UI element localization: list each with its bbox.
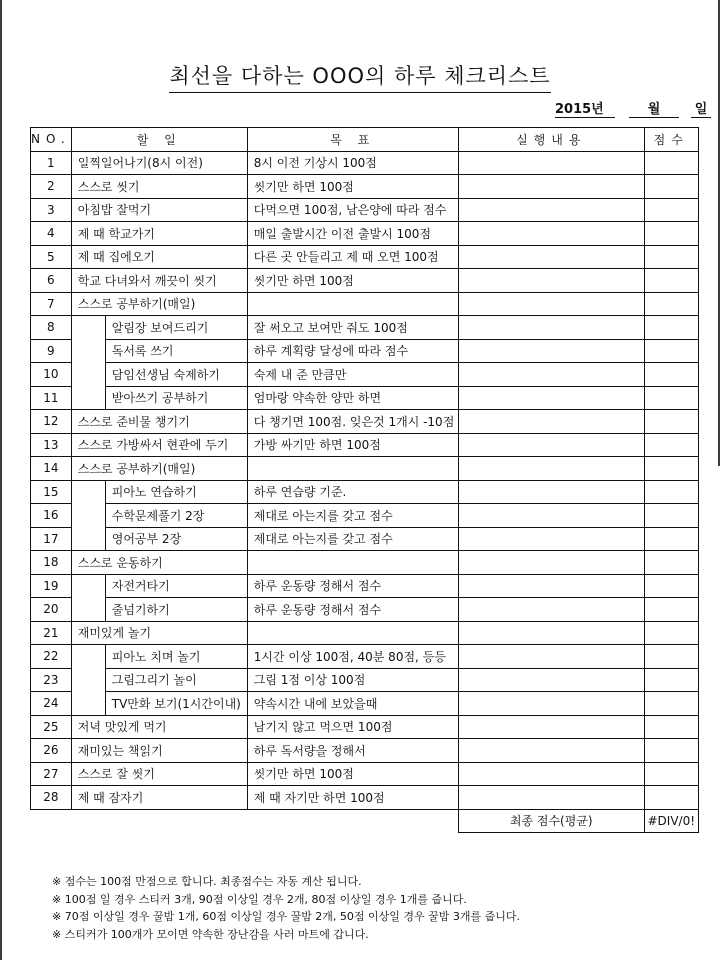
- row-number: 4: [31, 222, 72, 246]
- exec-cell[interactable]: [458, 410, 644, 434]
- note-line: ※ 100점 일 경우 스티커 3개, 90점 이상일 경우 2개, 80점 이상일 경우 1개를 줍니다.: [52, 892, 467, 906]
- header-task: 할 일: [71, 128, 247, 152]
- task-cell: 재미있는 책읽기: [71, 739, 247, 763]
- table-row: [31, 245, 699, 269]
- table-row: [31, 457, 699, 481]
- row-number: 15: [31, 480, 72, 504]
- goal-cell: [247, 457, 458, 481]
- exec-cell[interactable]: [458, 363, 644, 387]
- exec-cell[interactable]: [458, 551, 644, 575]
- goal-cell: 가방 싸기만 하면 100점: [247, 433, 458, 457]
- exec-cell[interactable]: [458, 786, 644, 810]
- row-indent: [71, 316, 105, 340]
- task-cell: 수학문제풀기 2장: [105, 504, 247, 528]
- goal-cell: 다 챙기면 100점. 잊은것 1개시 -10점: [247, 410, 458, 434]
- goal-cell: 하루 운동량 정해서 점수: [247, 598, 458, 622]
- task-cell: 제 때 학교가기: [71, 222, 247, 246]
- goal-cell: 하루 계획량 달성에 따라 점수: [247, 339, 458, 363]
- row-indent: [71, 668, 105, 692]
- task-cell: 받아쓰기 공부하기: [105, 386, 247, 410]
- exec-cell[interactable]: [458, 480, 644, 504]
- row-indent: [71, 692, 105, 716]
- goal-cell: 하루 독서량을 정해서: [247, 739, 458, 763]
- row-number: 13: [31, 433, 72, 457]
- goal-cell: 8시 이전 기상시 100점: [247, 151, 458, 175]
- table-row: [31, 363, 699, 387]
- row-indent: [71, 645, 105, 669]
- exec-cell[interactable]: [458, 739, 644, 763]
- exec-cell[interactable]: [458, 316, 644, 340]
- row-number: 10: [31, 363, 72, 387]
- table-row: [31, 175, 699, 199]
- row-number: 3: [31, 198, 72, 222]
- table-row: [31, 786, 699, 810]
- goal-cell: 씻기만 하면 100점: [247, 175, 458, 199]
- page-title: 최선을 다하는 OOO의 하루 체크리스트: [0, 60, 720, 93]
- table-row: [31, 762, 699, 786]
- note-line: ※ 점수는 100점 만점으로 합니다. 최종점수는 자동 계산 됩니다.: [52, 875, 362, 888]
- score-cell[interactable]: [644, 739, 698, 763]
- table-row: [31, 410, 699, 434]
- row-number: 20: [31, 598, 72, 622]
- task-cell: 스스로 씻기: [71, 175, 247, 199]
- score-cell[interactable]: [644, 574, 698, 598]
- task-cell: 스스로 준비물 챙기기: [71, 410, 247, 434]
- row-number: 6: [31, 269, 72, 293]
- exec-cell[interactable]: [458, 245, 644, 269]
- table-row: [31, 551, 699, 575]
- score-cell[interactable]: [644, 339, 698, 363]
- exec-cell[interactable]: [458, 269, 644, 293]
- task-cell: TV만화 보기(1시간이내): [105, 692, 247, 716]
- row-number: 28: [31, 786, 72, 810]
- task-cell: 자전거타기: [105, 574, 247, 598]
- task-cell: 저녁 맛있게 먹기: [71, 715, 247, 739]
- exec-cell[interactable]: [458, 645, 644, 669]
- table-row: [31, 292, 699, 316]
- header-no: NO.: [31, 128, 72, 152]
- score-cell[interactable]: [644, 551, 698, 575]
- row-number: 21: [31, 621, 72, 645]
- score-cell[interactable]: [644, 762, 698, 786]
- exec-cell[interactable]: [458, 598, 644, 622]
- task-cell: 아침밥 잘먹기: [71, 198, 247, 222]
- row-indent: [71, 363, 105, 387]
- checklist-table: [30, 127, 699, 833]
- row-number: 17: [31, 527, 72, 551]
- row-number: 5: [31, 245, 72, 269]
- table-row: [31, 480, 699, 504]
- header-score: 점수: [644, 128, 698, 152]
- score-cell[interactable]: [644, 269, 698, 293]
- score-cell[interactable]: [644, 198, 698, 222]
- task-cell: 제 때 집에오기: [71, 245, 247, 269]
- table-row: [31, 692, 699, 716]
- row-number: 18: [31, 551, 72, 575]
- table-row: [31, 504, 699, 528]
- goal-cell: 하루 연습량 기준.: [247, 480, 458, 504]
- score-cell[interactable]: [644, 480, 698, 504]
- exec-cell[interactable]: [458, 339, 644, 363]
- task-cell: 피아노 연습하기: [105, 480, 247, 504]
- goal-cell: 씻기만 하면 100점: [247, 269, 458, 293]
- task-cell: 스스로 가방싸서 현관에 두기: [71, 433, 247, 457]
- exec-cell[interactable]: [458, 621, 644, 645]
- goal-cell: [247, 621, 458, 645]
- date-line: [555, 98, 711, 118]
- score-cell[interactable]: [644, 715, 698, 739]
- goal-cell: 다먹으면 100점, 남은양에 따라 점수: [247, 198, 458, 222]
- score-cell[interactable]: [644, 292, 698, 316]
- task-cell: 그림그리기 놀이: [105, 668, 247, 692]
- table-row: [31, 269, 699, 293]
- table-row: [31, 598, 699, 622]
- exec-cell[interactable]: [458, 386, 644, 410]
- table-row: [31, 198, 699, 222]
- score-cell[interactable]: [644, 621, 698, 645]
- row-indent: [71, 598, 105, 622]
- row-number: 27: [31, 762, 72, 786]
- goal-cell: [247, 292, 458, 316]
- table-row: [31, 668, 699, 692]
- goal-cell: 약속시간 내에 보았을때: [247, 692, 458, 716]
- task-cell: 스스로 공부하기(매일): [71, 292, 247, 316]
- score-cell[interactable]: [644, 245, 698, 269]
- score-cell[interactable]: [644, 457, 698, 481]
- exec-cell[interactable]: [458, 715, 644, 739]
- goal-cell: 다른 곳 안들리고 제 때 오면 100점: [247, 245, 458, 269]
- table-row: [31, 433, 699, 457]
- task-cell: 담임선생님 숙제하기: [105, 363, 247, 387]
- goal-cell: 씻기만 하면 100점: [247, 762, 458, 786]
- task-cell: 독서록 쓰기: [105, 339, 247, 363]
- score-cell[interactable]: [644, 786, 698, 810]
- table-row: [31, 739, 699, 763]
- left-border-line: [0, 0, 2, 960]
- table-row: [31, 715, 699, 739]
- table-row: [31, 574, 699, 598]
- row-number: 2: [31, 175, 72, 199]
- score-cell[interactable]: [644, 151, 698, 175]
- header-goal: 목 표: [247, 128, 458, 152]
- goal-cell: 남기지 않고 먹으면 100점: [247, 715, 458, 739]
- score-cell[interactable]: [644, 363, 698, 387]
- task-cell: 스스로 운동하기: [71, 551, 247, 575]
- goal-cell: [247, 551, 458, 575]
- notes: [52, 873, 520, 943]
- final-score-value: #DIV/0!: [644, 809, 698, 833]
- score-cell[interactable]: [644, 692, 698, 716]
- task-cell: 피아노 치며 놀기: [105, 645, 247, 669]
- goal-cell: 하루 운동량 정해서 점수: [247, 574, 458, 598]
- goal-cell: 그림 1점 이상 100점: [247, 668, 458, 692]
- note-line: ※ 70점 이상일 경우 꿀밤 1개, 60점 이상일 경우 꿀밤 2개, 50점 이상일 경우 꿀밤 3개를 줍니다.: [52, 910, 521, 923]
- row-number: 23: [31, 668, 72, 692]
- task-cell: 학교 다녀와서 깨끗이 씻기: [71, 269, 247, 293]
- table-row: [31, 527, 699, 551]
- date-year[interactable]: 2015년: [555, 98, 615, 118]
- table-row: [31, 386, 699, 410]
- score-cell[interactable]: [644, 504, 698, 528]
- goal-cell: 제대로 아는지를 갖고 점수: [247, 527, 458, 551]
- exec-cell[interactable]: [458, 292, 644, 316]
- task-cell: 영어공부 2장: [105, 527, 247, 551]
- goal-cell: 잘 써오고 보여만 줘도 100점: [247, 316, 458, 340]
- row-number: 24: [31, 692, 72, 716]
- exec-cell[interactable]: [458, 504, 644, 528]
- task-cell: 스스로 공부하기(매일): [71, 457, 247, 481]
- score-cell[interactable]: [644, 527, 698, 551]
- goal-cell: 엄마랑 약속한 양만 하면: [247, 386, 458, 410]
- table-row: [31, 316, 699, 340]
- row-indent: [71, 574, 105, 598]
- goal-cell: 제대로 아는지를 갖고 점수: [247, 504, 458, 528]
- row-number: 14: [31, 457, 72, 481]
- score-cell[interactable]: [644, 433, 698, 457]
- goal-cell: 매일 출발시간 이전 출발시 100점: [247, 222, 458, 246]
- row-number: 16: [31, 504, 72, 528]
- row-number: 25: [31, 715, 72, 739]
- row-indent: [71, 480, 105, 504]
- table-row: [31, 222, 699, 246]
- exec-cell[interactable]: [458, 457, 644, 481]
- row-indent: [71, 504, 105, 528]
- exec-cell[interactable]: [458, 222, 644, 246]
- row-number: 7: [31, 292, 72, 316]
- score-cell[interactable]: [644, 222, 698, 246]
- task-cell: 스스로 잘 씻기: [71, 762, 247, 786]
- exec-cell[interactable]: [458, 151, 644, 175]
- date-month[interactable]: 월: [629, 98, 679, 118]
- exec-cell[interactable]: [458, 762, 644, 786]
- exec-cell[interactable]: [458, 175, 644, 199]
- goal-cell: 1시간 이상 100점, 40분 80점, 등등: [247, 645, 458, 669]
- exec-cell[interactable]: [458, 527, 644, 551]
- score-cell[interactable]: [644, 175, 698, 199]
- table-row: [31, 621, 699, 645]
- row-indent: [71, 527, 105, 551]
- task-cell: 알림장 보여드리기: [105, 316, 247, 340]
- row-indent: [71, 386, 105, 410]
- table-row: [31, 151, 699, 175]
- row-number: 12: [31, 410, 72, 434]
- table-row: [31, 339, 699, 363]
- score-cell[interactable]: [644, 645, 698, 669]
- task-cell: 제 때 잠자기: [71, 786, 247, 810]
- date-day[interactable]: 일: [691, 98, 711, 118]
- exec-cell[interactable]: [458, 668, 644, 692]
- score-cell[interactable]: [644, 598, 698, 622]
- exec-cell[interactable]: [458, 198, 644, 222]
- note-line: ※ 스티커가 100개가 모이면 약속한 장난감을 사러 마트에 갑니다.: [52, 927, 369, 941]
- row-number: 9: [31, 339, 72, 363]
- score-cell[interactable]: [644, 668, 698, 692]
- goal-cell: 숙제 내 준 만큼만: [247, 363, 458, 387]
- goal-cell: 제 때 자기만 하면 100점: [247, 786, 458, 810]
- row-number: 8: [31, 316, 72, 340]
- row-number: 1: [31, 151, 72, 175]
- final-score-label: 최종 점수(평균): [458, 809, 644, 833]
- task-cell: 재미있게 놀기: [71, 621, 247, 645]
- score-cell[interactable]: [644, 410, 698, 434]
- row-number: 19: [31, 574, 72, 598]
- exec-cell[interactable]: [458, 574, 644, 598]
- row-number: 26: [31, 739, 72, 763]
- score-cell[interactable]: [644, 316, 698, 340]
- row-indent: [71, 339, 105, 363]
- row-number: 11: [31, 386, 72, 410]
- table-row: [31, 645, 699, 669]
- task-cell: 줄넘기하기: [105, 598, 247, 622]
- row-number: 22: [31, 645, 72, 669]
- header-exec: 실행내용: [458, 128, 644, 152]
- score-cell[interactable]: [644, 386, 698, 410]
- exec-cell[interactable]: [458, 433, 644, 457]
- exec-cell[interactable]: [458, 692, 644, 716]
- task-cell: 일찍일어나기(8시 이전): [71, 151, 247, 175]
